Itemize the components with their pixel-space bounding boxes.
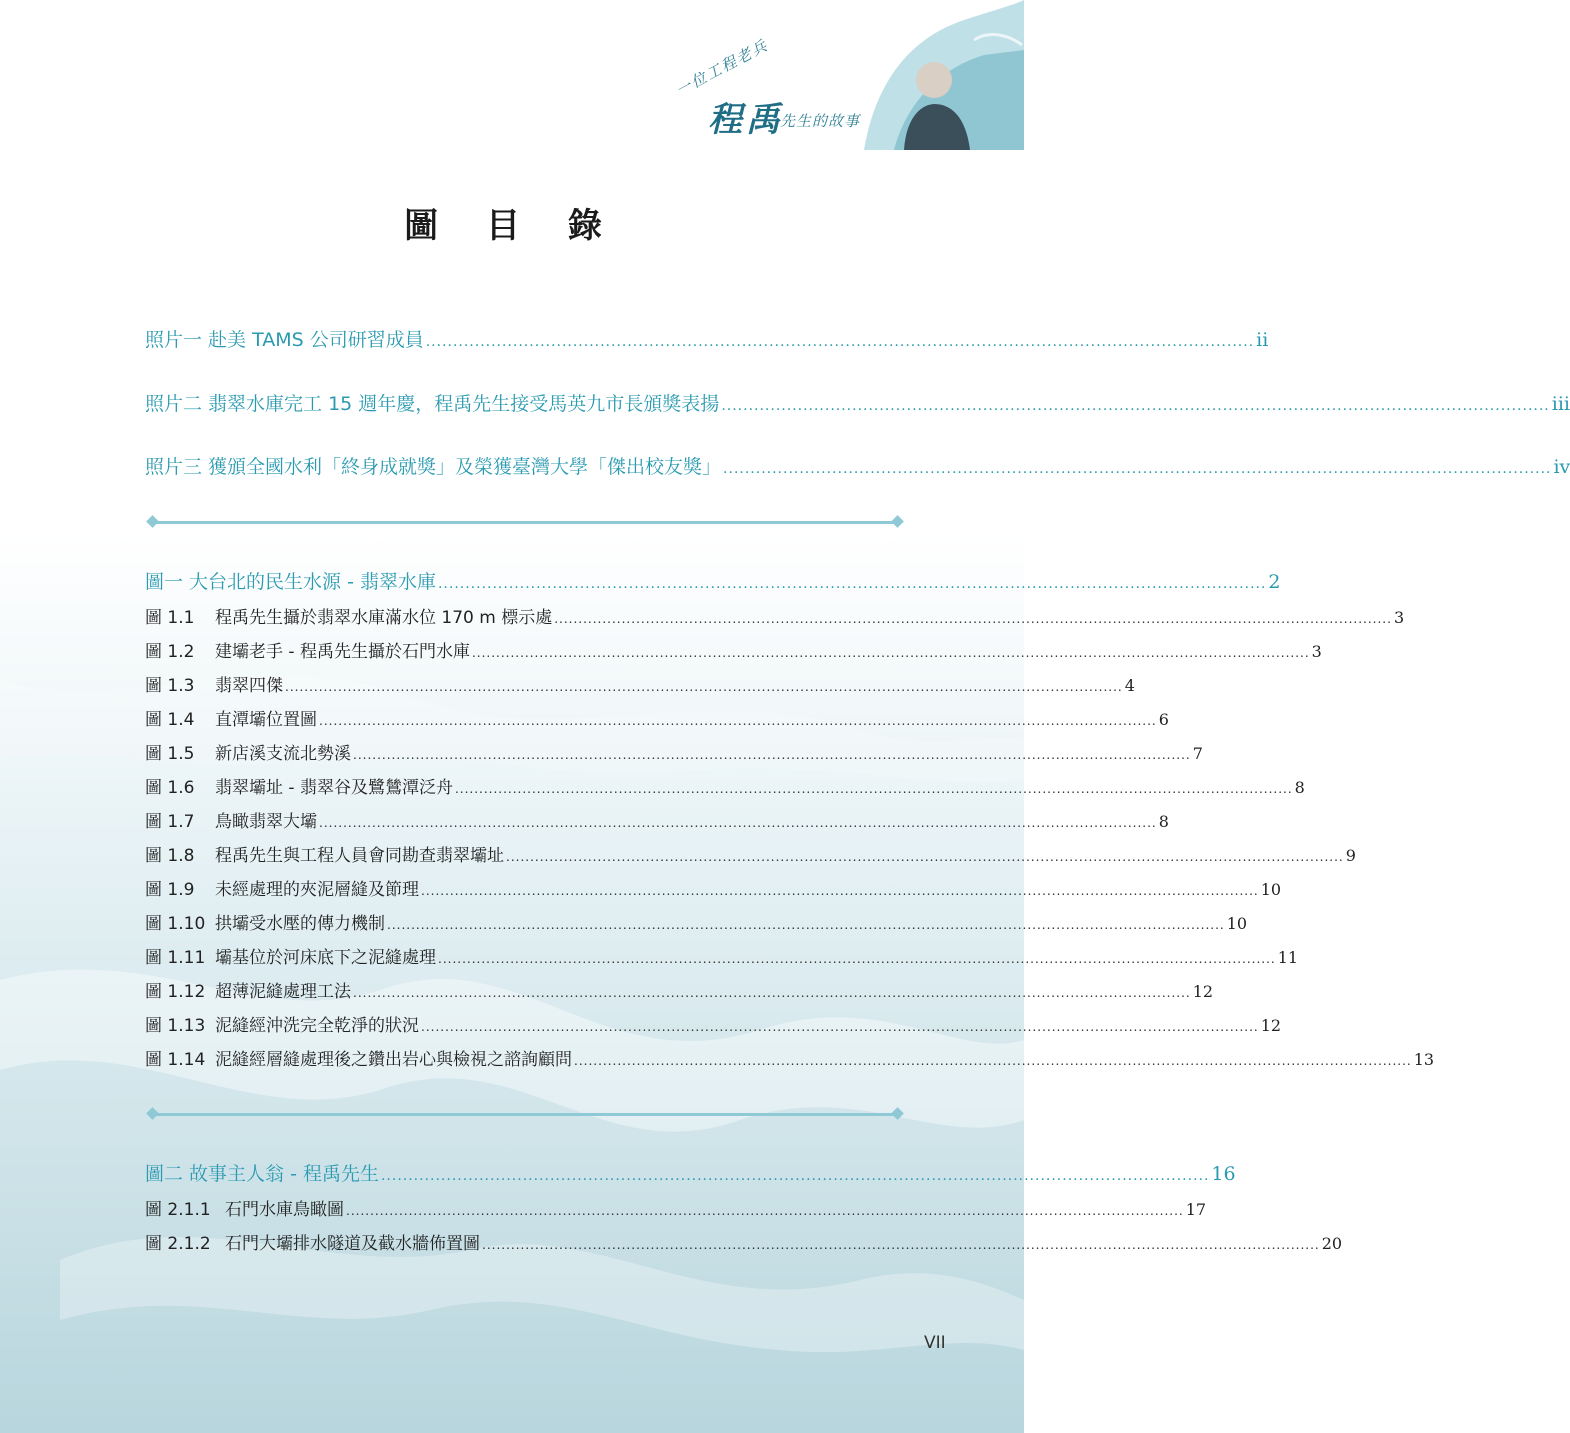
toc-leader-dots: .............................................................................................................................................................................. [353, 748, 1191, 762]
toc-page-number: 16 [1211, 1163, 1236, 1185]
toc-page-number: 12 [1192, 982, 1214, 1001]
toc-page-number: iii [1551, 393, 1570, 415]
toc-figure-entry[interactable] [145, 1195, 1207, 1220]
figure-number: 圖 1.11 [145, 948, 206, 968]
header-subtitle-line2: 先生的故事 [780, 112, 861, 130]
toc-page-number: iv [1553, 456, 1570, 478]
toc-figure-entry[interactable] [145, 943, 1299, 968]
toc-leader-dots: .............................................................................................................................................................................. [353, 986, 1191, 1000]
toc-leader-dots: .............................................................................................................................................................................. [554, 612, 1392, 626]
toc-page-number: 10 [1226, 914, 1248, 933]
figure-title: 泥縫經層縫處理後之鑽出岩心與檢視之諮詢顧問 [215, 1050, 572, 1070]
toc-leader-dots: .............................................................................................................................................................................. [421, 1020, 1259, 1034]
toc-entry-label: 圖二 故事主人翁 - 程禹先生 [145, 1163, 379, 1185]
toc-entry-label: 照片二 翡翠水庫完工 15 週年慶，程禹先生接受馬英九市長頒獎表揚 [145, 393, 720, 415]
toc-figure-entry[interactable] [145, 773, 1305, 798]
toc-figure-entry[interactable] [145, 807, 1169, 832]
toc-leader-dots: ........................................................................................................................................................ [723, 461, 1552, 477]
toc-page-number: 9 [1345, 846, 1356, 865]
toc-figure-entry[interactable] [145, 1011, 1282, 1036]
toc-leader-dots: .............................................................................................................................................................................. [319, 714, 1157, 728]
figure-title: 翡翠壩址 - 翡翠谷及鷺鷥潭泛舟 [215, 778, 453, 798]
toc-page-number: 17 [1185, 1200, 1207, 1219]
toc-photo-entry[interactable] [145, 452, 1570, 479]
portrait-head-icon [916, 62, 952, 98]
header-subtitle-line1: 一位工程老兵 [672, 35, 772, 100]
toc-page-number: 6 [1158, 710, 1169, 729]
section-divider [146, 1108, 904, 1120]
toc-leader-dots: .............................................................................................................................................................................. [285, 680, 1123, 694]
figure-title: 泥縫經沖洗完全乾淨的狀況 [215, 1016, 419, 1036]
figure-title: 建壩老手 - 程禹先生攝於石門水庫 [215, 642, 470, 662]
toc-page-number: 8 [1294, 778, 1305, 797]
figure-title: 翡翠四傑 [215, 676, 283, 696]
page-title: 圖 目 錄 [404, 206, 620, 246]
toc-leader-dots: .............................................................................................................................................................................. [506, 850, 1344, 864]
toc-leader-dots: ........................................................................................................................................................ [721, 398, 1550, 414]
figure-title: 石門大壩排水隧道及截水牆佈置圖 [225, 1234, 480, 1254]
toc-leader-dots: .............................................................................................................................................................................. [387, 918, 1225, 932]
toc-photo-entry[interactable] [145, 389, 1570, 416]
toc-leader-dots: .............................................................................................................................................................................. [421, 884, 1259, 898]
toc-leader-dots: .............................................................................................................................................................................. [346, 1204, 1184, 1218]
toc-page-number: 8 [1158, 812, 1169, 831]
figure-number: 圖 2.1.1 [145, 1200, 211, 1220]
toc-figure-entry[interactable] [145, 1045, 1435, 1070]
toc-figure-entry[interactable] [145, 705, 1169, 730]
figure-title: 程禹先生與工程人員會同勘查翡翠壩址 [215, 846, 504, 866]
figure-number: 圖 1.3 [145, 676, 195, 696]
header-name: 程禹 [708, 100, 784, 140]
toc-photo-entry[interactable] [145, 325, 1269, 352]
toc-page-number: 20 [1321, 1234, 1343, 1253]
figure-number: 圖 1.10 [145, 914, 206, 934]
figure-number: 圖 1.9 [145, 880, 195, 900]
toc-entry-label: 照片一 赴美 TAMS 公司研習成員 [145, 329, 424, 351]
figure-title: 未經處理的夾泥層縫及節理 [215, 880, 419, 900]
header-book-title [672, 35, 902, 142]
toc-leader-dots: ........................................................................................................................................................ [437, 576, 1267, 592]
figure-number: 圖 2.1.2 [145, 1234, 211, 1254]
toc-page-number: 13 [1413, 1050, 1435, 1069]
toc-page-number: 3 [1393, 608, 1405, 627]
toc-chapter-entry[interactable] [145, 567, 1281, 594]
figure-number: 圖 1.6 [145, 778, 195, 798]
toc-figure-entry[interactable] [145, 841, 1356, 866]
toc-page-number: 7 [1192, 744, 1203, 763]
toc-figure-entry[interactable] [145, 1229, 1343, 1254]
toc-page-number: ii [1256, 329, 1269, 351]
figure-number: 圖 1.8 [145, 846, 195, 866]
figure-number: 圖 1.5 [145, 744, 195, 764]
figure-title: 新店溪支流北勢溪 [215, 744, 351, 764]
figure-title: 鳥瞰翡翠大壩 [215, 812, 317, 832]
toc-figure-entry[interactable] [145, 671, 1135, 696]
toc-figure-entry[interactable] [145, 739, 1203, 764]
toc-page-number: 10 [1260, 880, 1282, 899]
figure-title: 直潭壩位置圖 [215, 710, 317, 730]
toc-leader-dots: .............................................................................................................................................................................. [319, 816, 1157, 830]
figure-number: 圖 1.13 [145, 1016, 206, 1036]
toc-leader-dots: .............................................................................................................................................................................. [574, 1054, 1412, 1068]
toc-page-number: 4 [1124, 676, 1135, 695]
toc-figure-entry[interactable] [145, 637, 1322, 662]
toc-leader-dots: ........................................................................................................................................................ [425, 334, 1255, 350]
toc-page-number: 2 [1268, 571, 1281, 593]
toc-leader-dots: .............................................................................................................................................................................. [438, 952, 1276, 966]
figure-number: 圖 1.12 [145, 982, 206, 1002]
toc-entry-label: 照片三 獲頒全國水利「終身成就獎」及榮獲臺灣大學「傑出校友獎」 [145, 456, 722, 478]
figure-title: 超薄泥縫處理工法 [215, 982, 351, 1002]
toc-leader-dots: .............................................................................................................................................................................. [454, 782, 1293, 796]
section-divider [146, 516, 904, 528]
toc-page-number: 12 [1260, 1016, 1282, 1035]
figure-number: 圖 1.4 [145, 710, 195, 730]
toc-figure-entry[interactable] [145, 875, 1282, 900]
toc-figure-entry[interactable] [145, 603, 1405, 628]
toc-figure-entry[interactable] [145, 909, 1248, 934]
page-number: VII [924, 1333, 946, 1353]
figure-number: 圖 1.7 [145, 812, 195, 832]
figure-number: 圖 1.2 [145, 642, 195, 662]
toc-leader-dots: .............................................................................................................................................................................. [471, 646, 1310, 660]
toc-leader-dots: .............................................................................................................................................................................. [482, 1238, 1320, 1252]
toc-entry-label: 圖一 大台北的民生水源 - 翡翠水庫 [145, 571, 436, 593]
figure-title: 程禹先生攝於翡翠水庫滿水位 170 m 標示處 [215, 608, 553, 628]
figure-number: 圖 1.1 [145, 608, 195, 628]
figure-number: 圖 1.14 [145, 1050, 206, 1070]
toc-leader-dots: ........................................................................................................................................................ [380, 1168, 1210, 1184]
figure-title: 石門水庫鳥瞰圖 [225, 1200, 344, 1220]
toc-figure-entry[interactable] [145, 977, 1214, 1002]
toc-chapter-entry[interactable] [145, 1159, 1236, 1186]
figure-title: 拱壩受水壓的傳力機制 [215, 914, 385, 934]
toc-page-number: 11 [1277, 948, 1299, 967]
figure-title: 壩基位於河床底下之泥縫處理 [215, 948, 436, 968]
toc-page-number: 3 [1311, 642, 1322, 661]
